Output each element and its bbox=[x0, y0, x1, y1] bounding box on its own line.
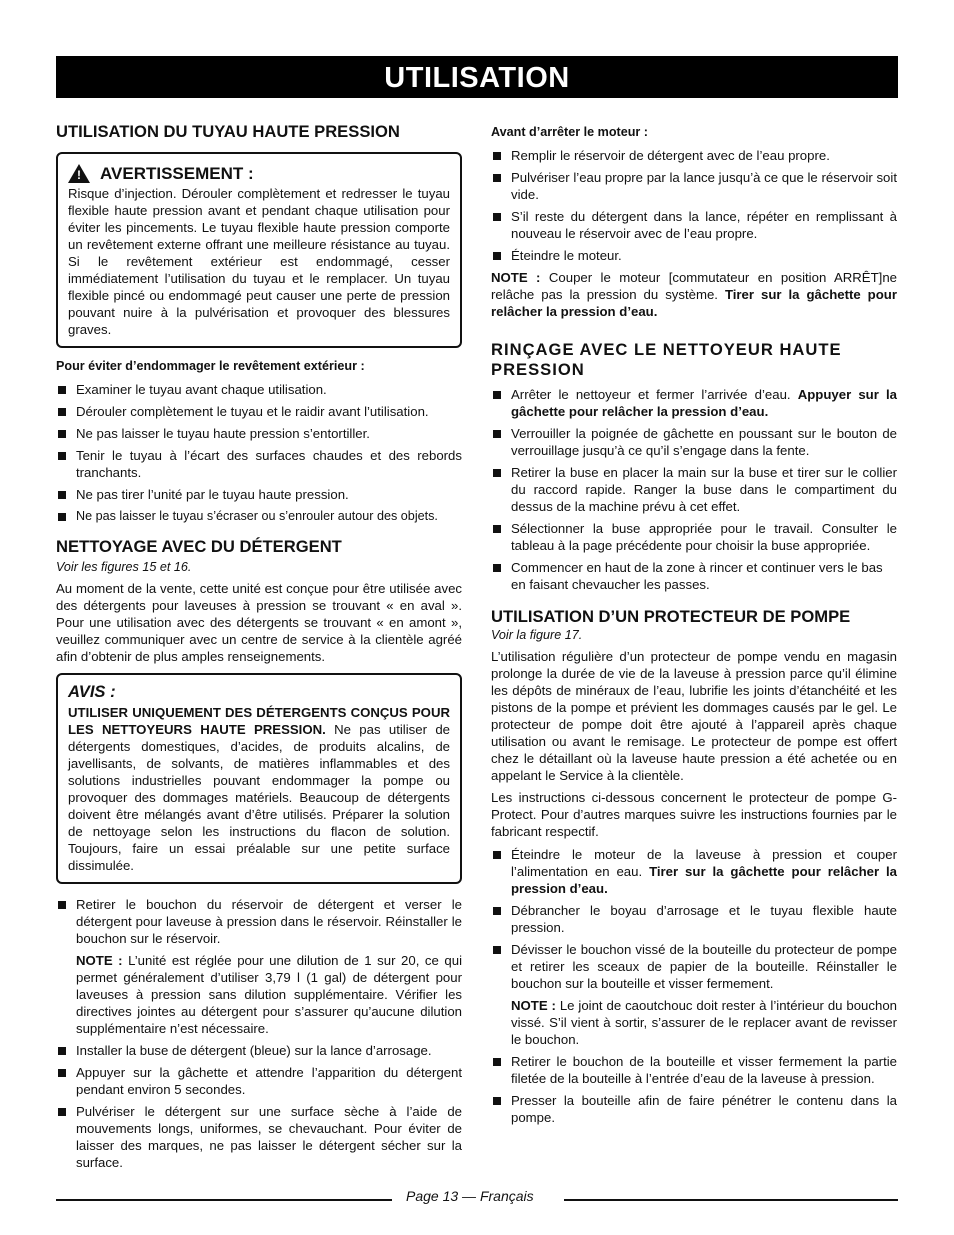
pump-paragraph-2: Les instructions ci-dessous concernent le protecteur de pompe G-Protect. Pour d’autres marques suivre les instructions fournies par le fabricant respectif. bbox=[491, 790, 897, 839]
note-label: NOTE : bbox=[76, 953, 123, 968]
warning-label: AVERTISSEMENT : bbox=[100, 164, 254, 183]
note-text: L’unité est réglée pour une dilution de 1 sur 20, ce qui permet généralement d’utiliser 3,79 l (1 gal) de détergent pour laveuses à pression sans dilution supplémentaire. Vérifier les directives jointes au détergent pour s’assurer qu’aucune dilution supplémentaire n’est nécessaire. bbox=[76, 953, 462, 1036]
warning-box bbox=[56, 152, 462, 348]
list-item: S’il reste du détergent dans la lance, répéter en remplissant à nouveau le réservoir avec de l’eau propre. bbox=[491, 208, 897, 242]
note-text: Couper le moteur [commutateur en position ARRÊT]ne relâche pas la pression du système. bbox=[491, 270, 897, 302]
warning-text: Risque d’injection. Dérouler complètement et redresser le tuyau flexible haute pression avant et pendant chaque utilisation pour éviter les pincements. Le tuyau flexible haute pression comporte un revêtement externe offrant une meilleure résistance au tuyau. Si le revêtement extérieur est endommagé, cesser immédiatement l’utilisation du tuyau et le remplacer. Un tuyau flexible pincé ou endommagé peut causer une perte de pression pouvant nuire à la pulvérisation et provoquer des blessures graves. bbox=[68, 186, 450, 337]
pump-figure-ref: Voir la figure 17. bbox=[491, 628, 583, 642]
pump-step-1: Éteindre le moteur de la laveuse à pression et couper l’alimentation en eau. bbox=[511, 847, 897, 879]
list-item: Dérouler complètement le tuyau et le raidir avant l’utilisation. bbox=[56, 403, 462, 420]
list-item bbox=[491, 386, 897, 420]
stop-subheading: Avant d’arrêter le moteur : bbox=[491, 125, 648, 139]
list-item: Ne pas laisser le tuyau haute pression s’entortiller. bbox=[56, 425, 462, 442]
pump-list bbox=[491, 846, 897, 1126]
note-label: NOTE : bbox=[491, 270, 541, 285]
pump-heading: UTILISATION D’UN PROTECTEUR DE POMPE bbox=[491, 607, 851, 626]
list-item: Examiner le tuyau avant chaque utilisation. bbox=[56, 381, 462, 398]
note-bold: Tirer sur la gâchette pour relâcher la pression d’eau. bbox=[491, 287, 897, 319]
list-item: Verrouiller la poignée de gâchette en poussant sur le bouton de verrouillage jusqu’à ce qu’il s’engage dans la fente. bbox=[491, 425, 897, 459]
detergent-note bbox=[76, 952, 462, 1037]
hose-list bbox=[56, 381, 462, 525]
list-item: Ne pas tirer l’unité par le tuyau haute pression. bbox=[56, 486, 462, 503]
list-item: Appuyer sur la gâchette et attendre l’apparition du détergent pendant environ 5 secondes. bbox=[56, 1064, 462, 1098]
list-item: Ne pas laisser le tuyau s’écraser ou s’enrouler autour des objets. bbox=[56, 508, 462, 525]
hose-subheading: Pour éviter d’endommager le revêtement extérieur : bbox=[56, 359, 365, 373]
list-item: Pulvériser le détergent sur une surface sèche à l’aide de mouvements longs, uniformes, se chevauchant. Pour éviter de laisser des marques, ne pas laisser le détergent sécher sur la surface. bbox=[56, 1103, 462, 1171]
page-title: UTILISATION bbox=[56, 56, 898, 98]
avis-body: Ne pas utiliser de détergents domestiques, d’acides, de produits alcalins, de javellisants, de solvants, de matières inflammables et des solutions industrielles pouvant endommager la pompe ou provoquer des dommages matériels. Beaucoup de détergents doivent être mélangés avant d’être utilisés. Préparer la solution de nettoyage selon les instructions du flacon de solution. Toujours, faire un essai préalable sur une petite surface dissimulée. bbox=[68, 722, 450, 873]
pump-step-1-bold: Tirer sur la gâchette pour relâcher la pression d’eau. bbox=[511, 864, 898, 896]
list-item: Retirer la buse en placer la main sur la buse et tirer sur le collier du raccord rapide. Ranger la buse dans le compartiment du dessus de la machine prévu à cet effet. bbox=[491, 464, 897, 515]
pump-paragraph-1: L’utilisation régulière d’un protecteur de pompe vendu en magasin prolonge la durée de vie de la laveuse à pression parce qu’il élimine les dépôts de minéraux de l’eau, lubrifie les joints d’étanchéité et les pistons de la pompe et prévient les dommages causés par le gel. Le protecteur de pompe doit être ajouté à l’appareil après chaque utilisation ou avant le remisage. Le protecteur de pompe est offert chez le détaillant où la laveuse haute pression a été achetée ou en appelant le Service à la clientèle. bbox=[491, 649, 897, 783]
list-item: Retirer le bouchon de la bouteille et visser fermement la partie filetée de la bouteille à l’entrée d’eau de la laveuse à pression. bbox=[491, 1053, 897, 1087]
hose-heading: UTILISATION DU TUYAU HAUTE PRESSION bbox=[56, 122, 400, 141]
footer-rule-right bbox=[564, 1199, 898, 1201]
list-item: Presser la bouteille afin de faire pénétrer le contenu dans la pompe. bbox=[491, 1092, 897, 1126]
list-item: Tenir le tuyau à l’écart des surfaces chaudes et des rebords tranchants. bbox=[56, 447, 462, 481]
rinse-list bbox=[491, 386, 897, 593]
list-item bbox=[491, 846, 897, 897]
detergent-step-1: Retirer le bouchon du réservoir de détergent et verser le détergent pour laveuse à pression dans le réservoir. Réinstaller le bouchon sur le réservoir. bbox=[76, 897, 462, 946]
detergent-heading: NETTOYAGE AVEC DU DÉTERGENT bbox=[56, 537, 342, 556]
stop-note bbox=[491, 269, 897, 320]
avis-box bbox=[56, 673, 462, 884]
list-item: Installer la buse de détergent (bleue) sur la lance d’arrosage. bbox=[56, 1042, 462, 1059]
detergent-list bbox=[56, 896, 462, 1171]
warning-header bbox=[68, 164, 450, 183]
warning-triangle-icon: ! bbox=[68, 164, 90, 183]
list-item bbox=[491, 941, 897, 1048]
list-item: Éteindre le moteur. bbox=[491, 247, 897, 264]
rinse-step-1-bold: Appuyer sur la gâchette pour relâcher la pression d’eau. bbox=[511, 387, 898, 419]
avis-label: AVIS : bbox=[68, 682, 116, 701]
right-column bbox=[491, 124, 897, 1131]
list-item: Débrancher le boyau d’arrosage et le tuyau flexible haute pression. bbox=[491, 902, 897, 936]
pump-note bbox=[511, 997, 897, 1048]
rinse-heading: RINÇAGE AVEC LE NETTOYEUR HAUTE PRESSION bbox=[491, 340, 842, 379]
list-item: Commencer en haut de la zone à rincer et continuer vers le bas en faisant chevaucher les passes. bbox=[491, 559, 897, 593]
page-footer bbox=[56, 1188, 898, 1208]
list-item bbox=[56, 896, 462, 1037]
pump-step-3: Dévisser le bouchon vissé de la bouteille du protecteur de pompe et retirer les sceaux de papier de la bouteille. Réinstaller le bouchon sur la bouteille et visser fermement. bbox=[511, 942, 897, 991]
avis-text bbox=[68, 704, 450, 874]
avis-bold: UTILISER UNIQUEMENT DES DÉTERGENTS CONÇUS POUR LES NETTOYEURS HAUTE PRESSION. bbox=[68, 705, 450, 737]
list-item: Sélectionner la buse appropriée pour le travail. Consulter le tableau à la page précédente pour choisir la buse appropriée. bbox=[491, 520, 897, 554]
rinse-step-1: Arrêter le nettoyeur et fermer l’arrivée d’eau. bbox=[511, 387, 798, 402]
note-text: Le joint de caoutchouc doit rester à l’intérieur du bouchon vissé. S’il vient à sortir, s’assurer de le replacer avant de revisser le bouchon. bbox=[511, 998, 897, 1047]
list-item: Remplir le réservoir de détergent avec de l’eau propre. bbox=[491, 147, 897, 164]
note-label: NOTE : bbox=[511, 998, 556, 1013]
detergent-intro: Au moment de la vente, cette unité est conçue pour être utilisée avec des détergents pour laveuses à pression se trouvant « en aval ». Pour une utilisation avec des détergents se trouvant « en amont », veuillez communiquer avec un centre de service à la clientèle agréé afin d’obtenir de plus amples renseignements. bbox=[56, 581, 462, 664]
left-column bbox=[56, 122, 462, 1176]
detergent-figure-ref: Voir les figures 15 et 16. bbox=[56, 560, 192, 574]
footer-rule-left bbox=[56, 1199, 392, 1201]
stop-list bbox=[491, 147, 897, 264]
list-item: Pulvériser l’eau propre par la lance jusqu’à ce que le réservoir soit vide. bbox=[491, 169, 897, 203]
page-number: Page 13 — Français bbox=[406, 1188, 534, 1204]
